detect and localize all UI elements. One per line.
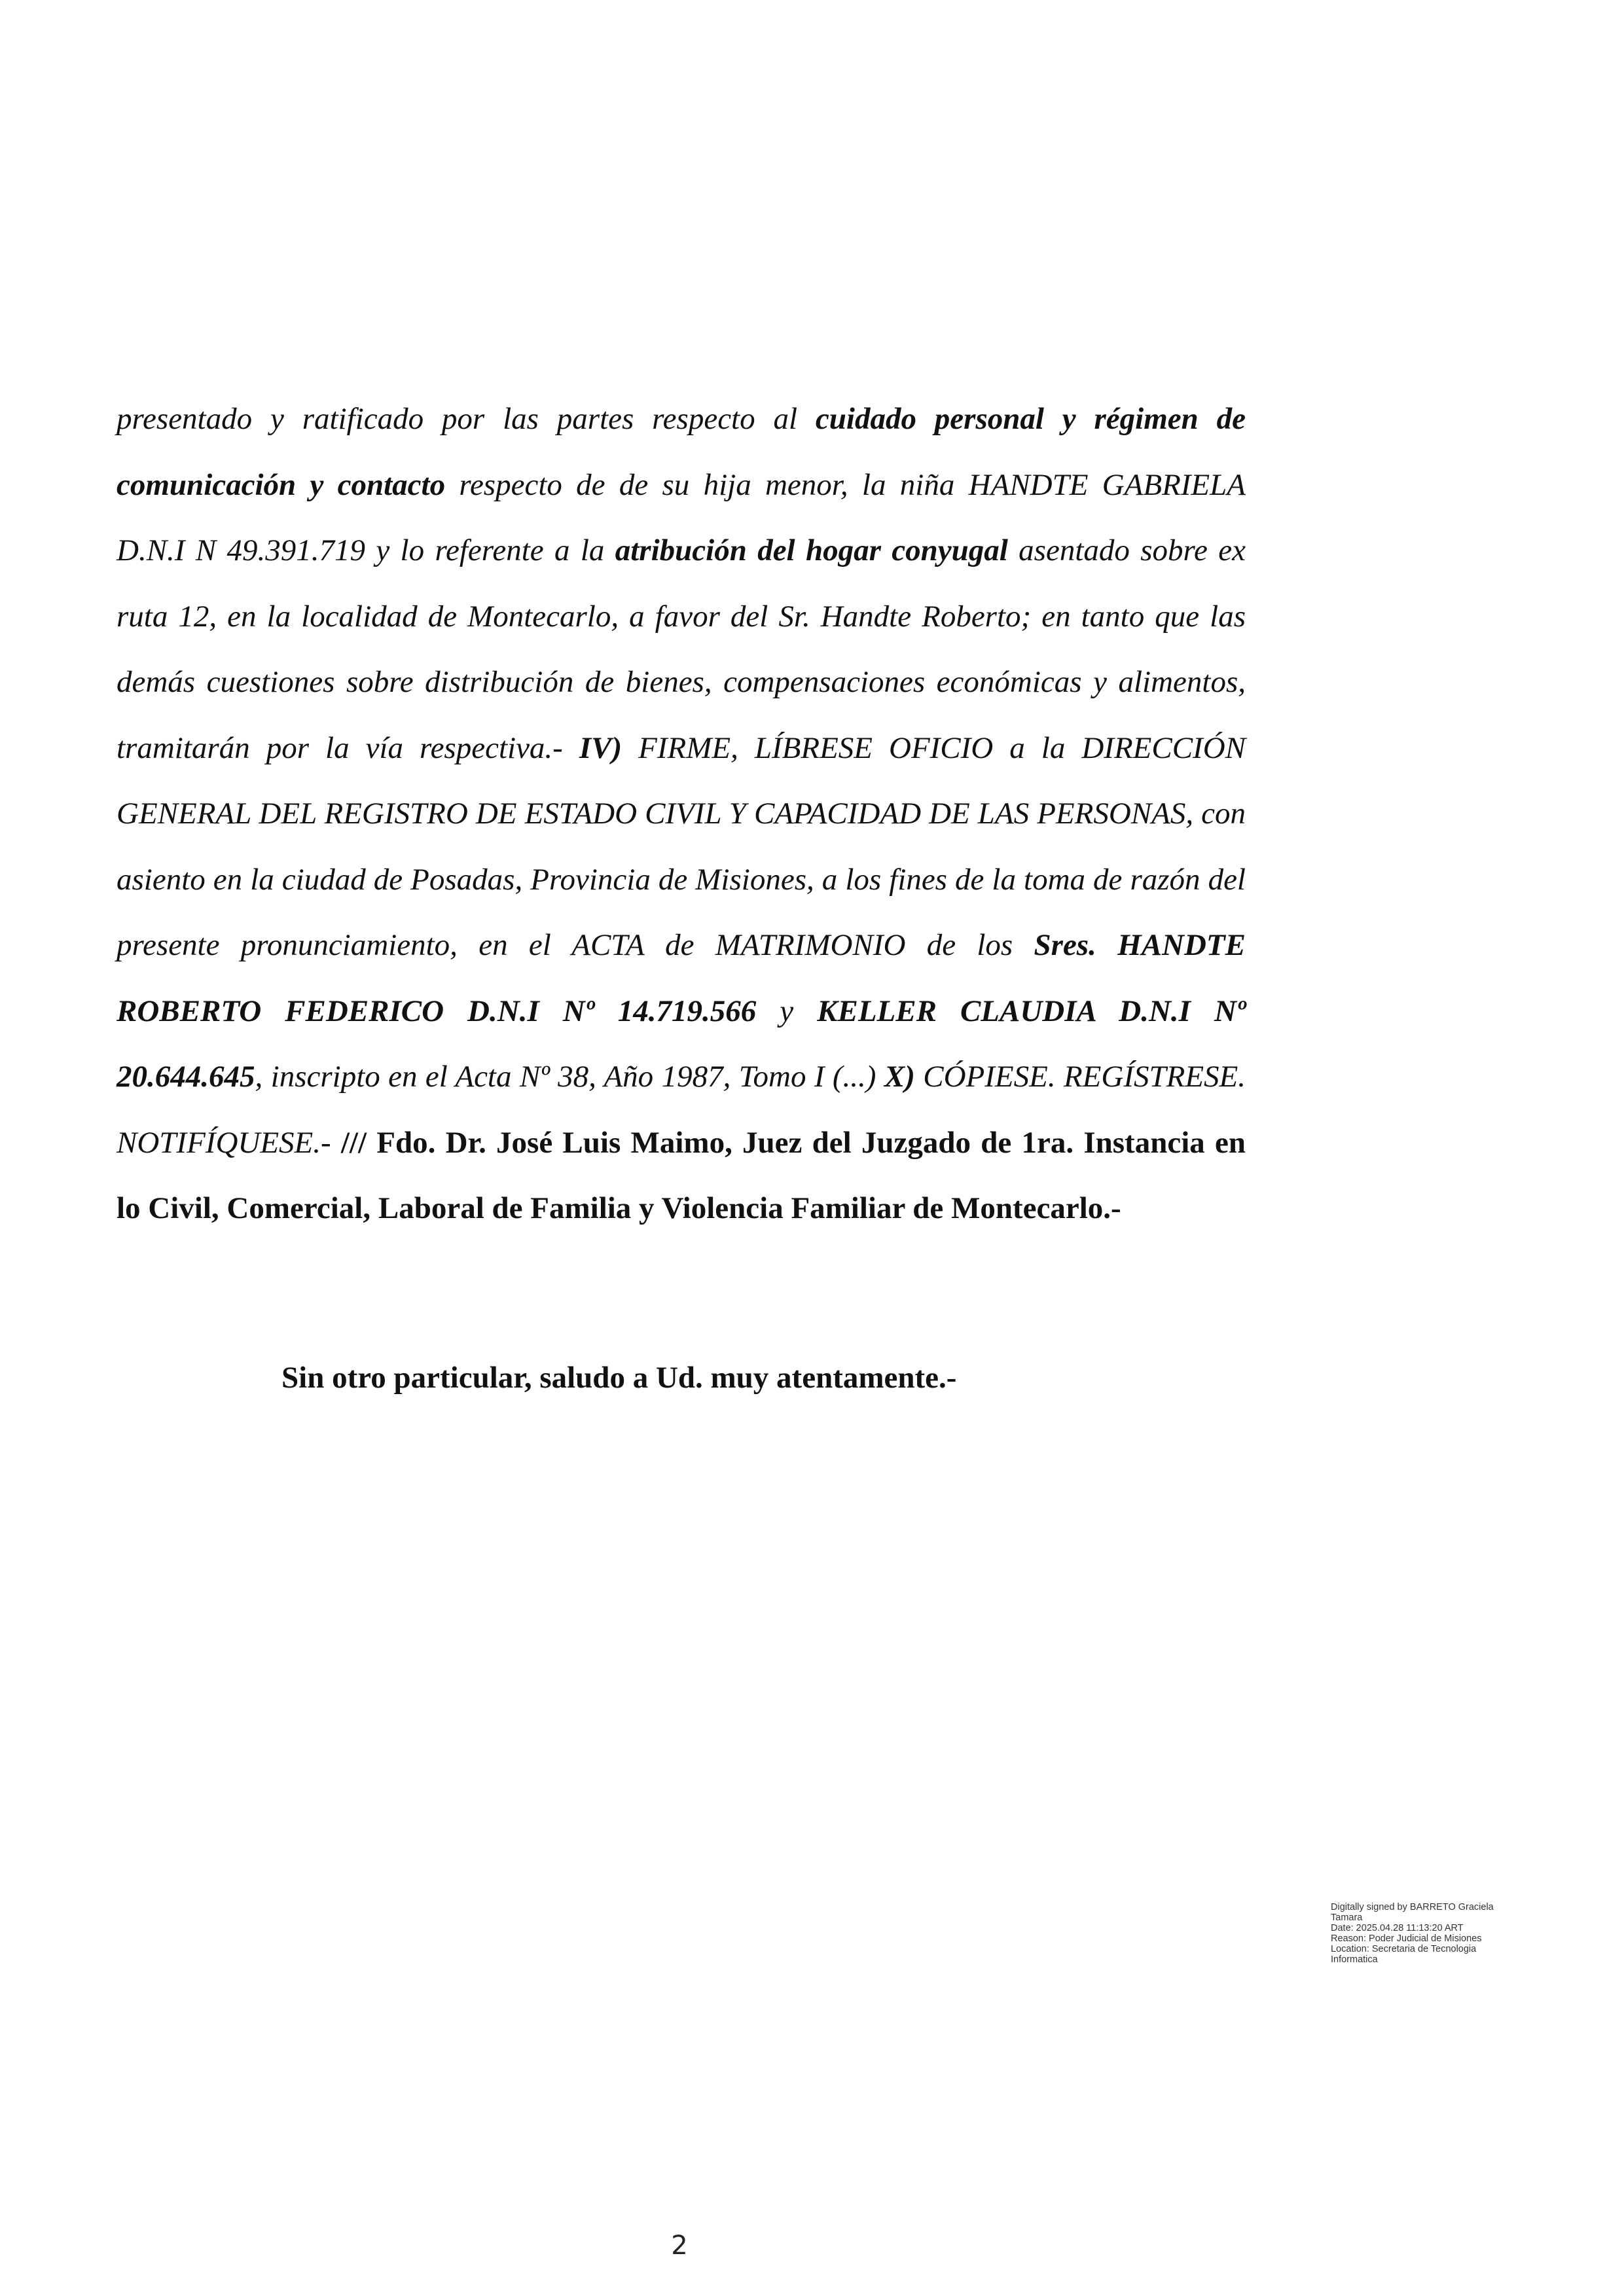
body-segment-emphasis: atribución del hogar conyugal [615, 533, 1008, 567]
digital-signature-stamp [1331, 1902, 1507, 1965]
body-segment: y [756, 994, 818, 1028]
signature-signed-by: Digitally signed by BARRETO Graciela Tamara [1331, 1902, 1494, 1923]
body-segment: asentado sobre ex ruta 12, en la localidad de Montecarlo, a favor del Sr. Handte Roberto; en tanto que las demás cuestiones sobre distribución de bienes, compensaciones económicas y alimentos, tramitarán por la vía respectiva.- [117, 533, 1246, 765]
judge-signature-line: /// Fdo. Dr. José Luis Maimo, Juez del Juzgado de 1ra. Instancia en lo Civil, Comercial, Laboral de Familia y Violencia Familiar de Montecarlo.- [117, 1125, 1246, 1225]
signature-date: Date: 2025.04.28 11:13:20 ART [1331, 1923, 1464, 1933]
body-segment: , inscripto en el Acta Nº 38, Año 1987, Tomo I (...) [255, 1060, 884, 1094]
page-number: 2 [671, 2231, 688, 2261]
body-segment: FIRME, LÍBRESE OFICIO a la DIRECCIÓN GENERAL DEL REGISTRO DE ESTADO CIVIL Y CAPACIDAD DE LAS PERSONAS, con asiento en la ciudad de Posadas, Provincia de Misiones, a los fines de la toma de razón del presente pronunciamiento, en el ACTA de MATRIMONIO de los [117, 730, 1246, 962]
body-segment-emphasis: cuidado personal y régimen de comunicación y contacto [117, 402, 1246, 502]
signature-location: Location: Secretaria de Tecnologia Informatica [1331, 1944, 1477, 1965]
closing-salutation: Sin otro particular, saludo a Ud. muy atentamente.- [281, 1361, 957, 1395]
body-segment: respecto de de su hija menor, la niña HANDTE GABRIELA D.N.I N 49.391.719 y lo referente a la [117, 467, 1246, 567]
body-segment-emphasis: X) [884, 1060, 915, 1094]
body-segment: presentado y ratificado por las partes respecto al [117, 402, 816, 436]
body-segment: CÓPIESE. REGÍSTRESE. NOTIFÍQUESE.- [117, 1060, 1246, 1160]
body-segment-emphasis: KELLER CLAUDIA D.N.I Nº 20.644.645 [117, 994, 1246, 1094]
body-segment-emphasis: IV) [579, 730, 623, 765]
body-segment-emphasis: Sres. HANDTE ROBERTO FEDERICO D.N.I Nº 14.719.566 [117, 928, 1246, 1028]
resolution-body-paragraph [117, 386, 1246, 1242]
signature-reason: Reason: Poder Judicial de Misiones [1331, 1933, 1482, 1944]
